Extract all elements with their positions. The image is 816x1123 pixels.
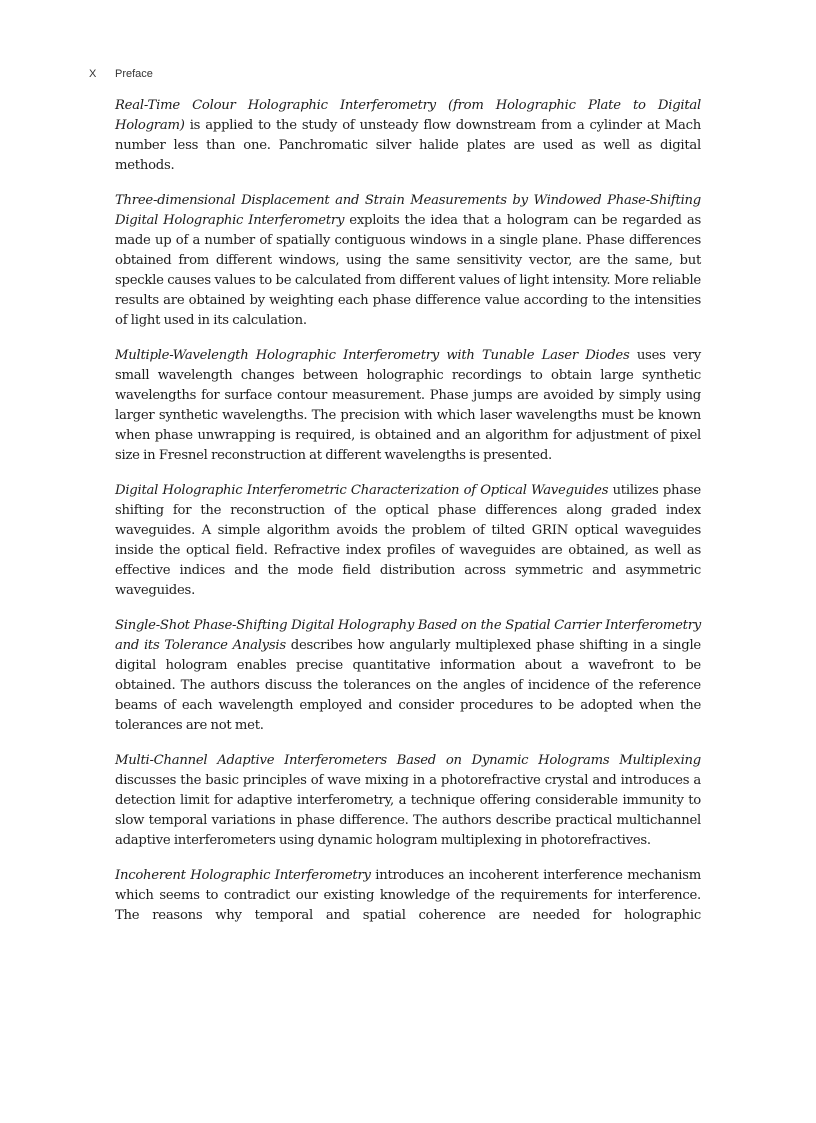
chapter-title: Digital Holographic Interferometric Characterization of Optical Waveguides — [115, 483, 609, 498]
page-header — [89, 68, 153, 80]
page-number: X — [89, 68, 97, 80]
paragraph-text: uses very small wavelength changes between holographic recordings to obtain large synthetic wavelengths for surface contour measurement. Phase jumps are avoided by simply using larger synthetic wavelengths. The precision with which laser wavelengths must be known when phase unwrapping is required, is obtained and an algorithm for adjustment of pixel size in Fresnel reconstruction at different wavelengths is presented. — [115, 348, 701, 463]
paragraph-text: exploits the idea that a hologram can be regarded as made up of a number of spatially contiguous windows in a single plane. Phase differences obtained from different windows, using the same sensitivity vector, are the same, but speckle causes values to be calculated from different values of light intensity. More reliable results are obtained by weighting each phase difference value according to the intensities of light used in its calculation. — [115, 213, 701, 328]
paragraph-incoherent — [115, 866, 701, 926]
paragraph-text: is applied to the study of unsteady flow downstream from a cylinder at Mach number less than one. Panchromatic silver halide plates are used as well as digital methods. — [115, 118, 701, 173]
running-head: Preface — [115, 68, 153, 80]
page-body — [115, 96, 701, 941]
paragraph-text: discusses the basic principles of wave mixing in a photorefractive crystal and introduces a detection limit for adaptive interferometry, a technique offering considerable immunity to slow temporal variations in phase difference. The authors describe practical multichannel adaptive interferometers using dynamic hologram multiplexing in photorefractives. — [115, 773, 701, 848]
paragraph-text: introduces an incoherent interference mechanism which seems to contradict our existing knowledge of the requirements for interference. The reasons why temporal and spatial coherence are needed for holographic — [115, 868, 701, 923]
paragraph-multiple-wavelength — [115, 346, 701, 466]
paragraph-single-shot — [115, 616, 701, 736]
paragraph-real-time-colour — [115, 96, 701, 176]
chapter-title: Real-Time Colour Holographic Interferometry (from Holographic Plate to Digital Hologram) — [115, 98, 701, 133]
paragraph-3d-displacement — [115, 191, 701, 331]
paragraph-multi-channel — [115, 751, 701, 851]
chapter-title: Multi-Channel Adaptive Interferometers Based on Dynamic Holograms Multiplexing — [115, 753, 701, 768]
chapter-title: Incoherent Holographic Interferometry — [115, 868, 371, 883]
chapter-title: Single-Shot Phase-Shifting Digital Holography Based on the Spatial Carrier Interferometry and its Tolerance Analysis — [115, 618, 701, 653]
paragraph-text: describes how angularly multiplexed phase shifting in a single digital hologram enables precise quantitative information about a wavefront to be obtained. The authors discuss the tolerances on the angles of incidence of the reference beams of each wavelength employed and consider procedures to be adopted when the tolerances are not met. — [115, 638, 701, 733]
paragraph-optical-waveguides — [115, 481, 701, 601]
chapter-title: Three-dimensional Displacement and Strain Measurements by Windowed Phase-Shifting Digital Holographic Interferometry — [115, 193, 701, 228]
paragraph-text: utilizes phase shifting for the reconstruction of the optical phase differences along graded index waveguides. A simple algorithm avoids the problem of tilted GRIN optical waveguides inside the optical field. Refractive index profiles of waveguides are obtained, as well as effective indices and the mode field distribution across symmetric and asymmetric waveguides. — [115, 483, 701, 598]
chapter-title: Multiple-Wavelength Holographic Interferometry with Tunable Laser Diodes — [115, 348, 630, 363]
